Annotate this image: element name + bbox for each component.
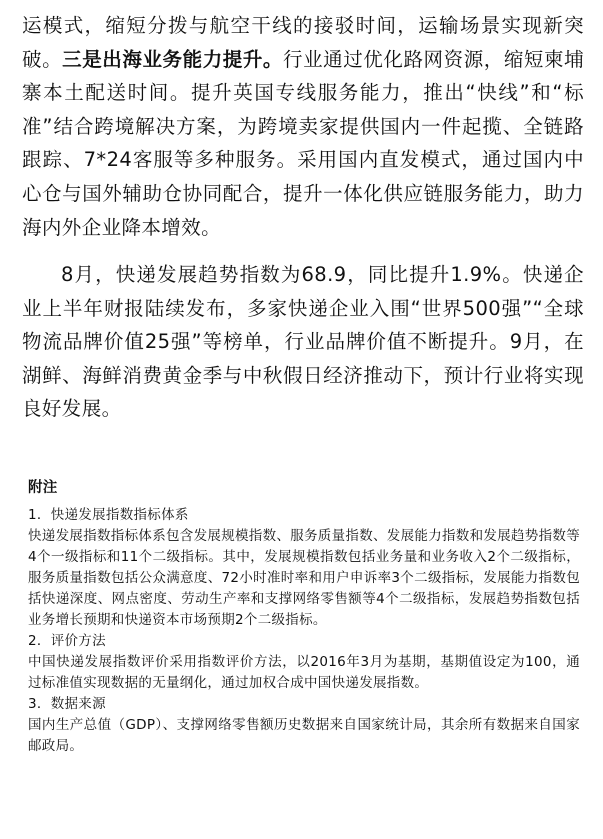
paragraph-trend-index: 8月，快递发展趋势指数为68.9，同比提升1.9%。快递企业上半年财报陆续发布，多家快递企业入围“世界500强”“全球物流品牌价值25强”等榜单，行业品牌价值不断提升。9月，在湖鲜、海鲜消费黄金季与中秋假日经济推动下，预计行业将实现良好发展。: [22, 263, 584, 421]
notes-title: 附注: [28, 480, 58, 496]
note-body-index-system: 快递发展指数指标体系包含发展规模指数、服务质量指数、发展能力指数和发展趋势指数等4个一级指标和11个二级指标。其中，发展规模指数包括业务量和业务收入2个二级指标，服务质量指数包括公众满意度、72小时准时率和用户申诉率3个二级指标，发展能力指数包括快递深度、网点密度、劳动生产率和支撑网络零售额等4个二级指标，发展趋势指数包括业务增长预期和快递资本市场预期2个二级指标。: [28, 528, 580, 628]
note-body-evaluation-method: 中国快递发展指数评价采用指数评价方法，以2016年3月为基期，基期值设定为100，通过标准值实现数据的无量纲化，通过加权合成中国快递发展指数。: [28, 654, 580, 691]
paragraph1-highlight: 三是出海业务能力提升。: [62, 47, 283, 71]
note-heading-index-system: 1．快递发展指数指标体系: [28, 507, 189, 523]
paragraph-outbound-business: [22, 9, 584, 244]
notes-section: [28, 478, 580, 757]
note-body-data-source: 国内生产总值（GDP）、支撑网络零售额历史数据来自国家统计局，其余所有数据来自国家邮政局。: [28, 717, 580, 754]
note-heading-data-source: 3．数据来源: [28, 696, 106, 712]
paragraph1-lead: 运模式，缩短分拨与航空干线的接驳时间，运输场景实现新突破。: [22, 14, 584, 71]
note-heading-evaluation-method: 2．评价方法: [28, 633, 106, 649]
paragraph1-rest: 行业通过优化路网资源，缩短柬埔寨本土配送时间。提升英国专线服务能力，推出“快线”和“标准”结合跨境解决方案，为跨境卖家提供国内一件起揽、全链路跟踪、7*24客服等多种服务。采用国内直发模式，通过国内中心仓与国外辅助仓协同配合，提升一体化供应链服务能力，助力海内外企业降本增效。: [22, 47, 584, 239]
